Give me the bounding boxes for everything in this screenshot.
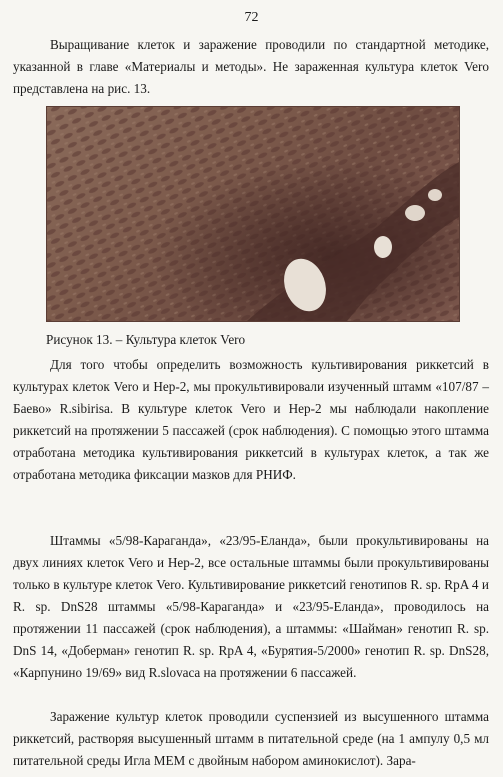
paragraph-cultivation: Для того чтобы определить возможность культивирования риккетсий в культурах клеток Vero и Hep-2, мы прокультивировали изученный штамм «107/87 – Баево» R.sibirisa. В культуре клеток Vero и Hep-2 мы наблюдали накопление риккетсий на протяжении 5 пассажей (срок наблюдения). С помощью этого штамма отработана методика культивирования риккетсий в культурах клеток, а так же отработана методика фиксации мазков для РНИФ. <box>13 357 489 482</box>
paragraph-strains: Штаммы «5/98-Караганда», «23/95-Еланда», были прокультивированы на двух линиях клеток Vero и Hep-2, все остальные штаммы были прокультивированы только в культуре клеток Vero. Культивирование риккетсий генотипов R. sp. RpA 4 и R. sp. DnS28 штаммы «5/98-Караганда» и «23/95-Еланда», проводилось на протяжении 11 пассажей (срок наблюдения), а штаммы: «Шайман» генотип R. sp. DnS 14, «Доберман» генотип R. sp. RpA 4, «Бурятия-5/2000» генотип R. sp. DnS28, «Карпунино 19/69» вид R.slovaca на протяжении 6 пассажей. <box>13 533 489 680</box>
cell-culture-micrograph <box>47 107 459 321</box>
figure-caption: Рисунок 13. – Культура клеток Vero <box>46 332 246 347</box>
page-number: 72 <box>244 10 259 25</box>
micrograph-figure <box>46 106 460 322</box>
paragraph-infection: Заражение культур клеток проводили суспензией из высушенного штамма риккетсий, растворяя высушенный штамм в питательной среде (на 1 ампулу 0,5 мл питательной среды Игла MEM с двойным набором аминокислот). Зара- <box>13 709 489 768</box>
paragraph-intro: Выращивание клеток и заражение проводили по стандартной методике, указанной в главе «Материалы и методы». Не зараженная культура клеток Vero представлена на рис. 13. <box>13 37 489 96</box>
